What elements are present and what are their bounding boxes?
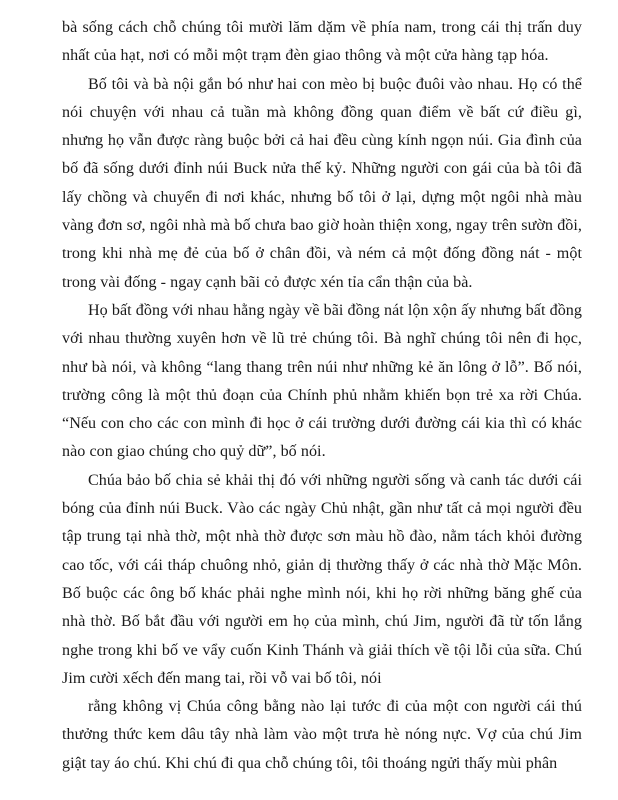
paragraph-5: rằng không vị Chúa công bằng nào lại tước đi của một con người cái thú thưởng thức kem dâu tây nhà làm vào một trưa hè nóng nực. Vợ của chú Jim giật tay áo chú. Khi chú đi qua chỗ chúng tôi, tôi thoáng ngửi thấy mùi phân — [62, 698, 582, 772]
paragraph-1: bà sống cách chỗ chúng tôi mười lăm dặm về phía nam, trong cái thị trấn duy nhất của hạt, nơi có mỗi một trạm đèn giao thông và một cửa hàng tạp hóa. — [62, 19, 582, 65]
paragraph-2: Bố tôi và bà nội gắn bó như hai con mèo bị buộc đuôi vào nhau. Họ có thể nói chuyện với nhau cả tuần mà không đồng quan điểm về bất cứ điều gì, nhưng họ vẫn được ràng buộc bởi cả hai đều cùng kính ngọn núi. Gia đình của bố đã sống dưới đỉnh núi Buck nửa thế kỷ. Những người con gái của bà tôi đã lấy chồng và chuyển đi nơi khác, nhưng bố tôi ở lại, dựng một ngôi nhà màu vàng đơn sơ, ngôi nhà mà bố chưa bao giờ hoàn thiện xong, ngay trên sườn đồi, trong khi nhà mẹ đẻ của bố ở chân đồi, và ném cả một đống đồng nát - một trong vài đống - ngay cạnh bãi cỏ được xén tỉa cẩn thận của bà. — [62, 75, 582, 291]
paragraph-4: Chúa bảo bố chia sẻ khải thị đó với những người sống và canh tác dưới cái bóng của đỉnh núi Buck. Vào các ngày Chủ nhật, gần như tất cả mọi người đều tập trung tại nhà thờ, một nhà thờ được sơn màu hồ đào, nằm tách khỏi đường cao tốc, với cái tháp chuông nhỏ, giản dị thường thấy ở các nhà thờ Mặc Môn. Bố buộc các ông bố khác phải nghe mình nói, khi họ rời những băng ghế của nhà thờ. Bố bắt đầu với người em họ của mình, chú Jim, người đã từ tốn lắng nghe trong khi bố ve vẩy cuốn Kinh Thánh và giải thích về tội lỗi của sữa. Chú Jim cười xếch đến mang tai, rồi vỗ vai bố tôi, nói — [62, 471, 582, 687]
paragraph-3: Họ bất đồng với nhau hằng ngày về bãi đồng nát lộn xộn ấy nhưng bất đồng với nhau thường xuyên hơn về lũ trẻ chúng tôi. Bà nghĩ chúng tôi nên đi học, như bà nói, và không “lang thang trên núi như những kẻ ăn lông ở lỗ”. Bố nói, trường công là một thủ đoạn của Chính phủ nhằm khiến bọn trẻ xa rời Chúa. “Nếu con cho các con mình đi học ở cái trường dưới đường cái kia thì có khác nào con giao chúng cho quỷ dữ”, bố nói. — [62, 301, 582, 461]
document-page — [62, 14, 582, 778]
